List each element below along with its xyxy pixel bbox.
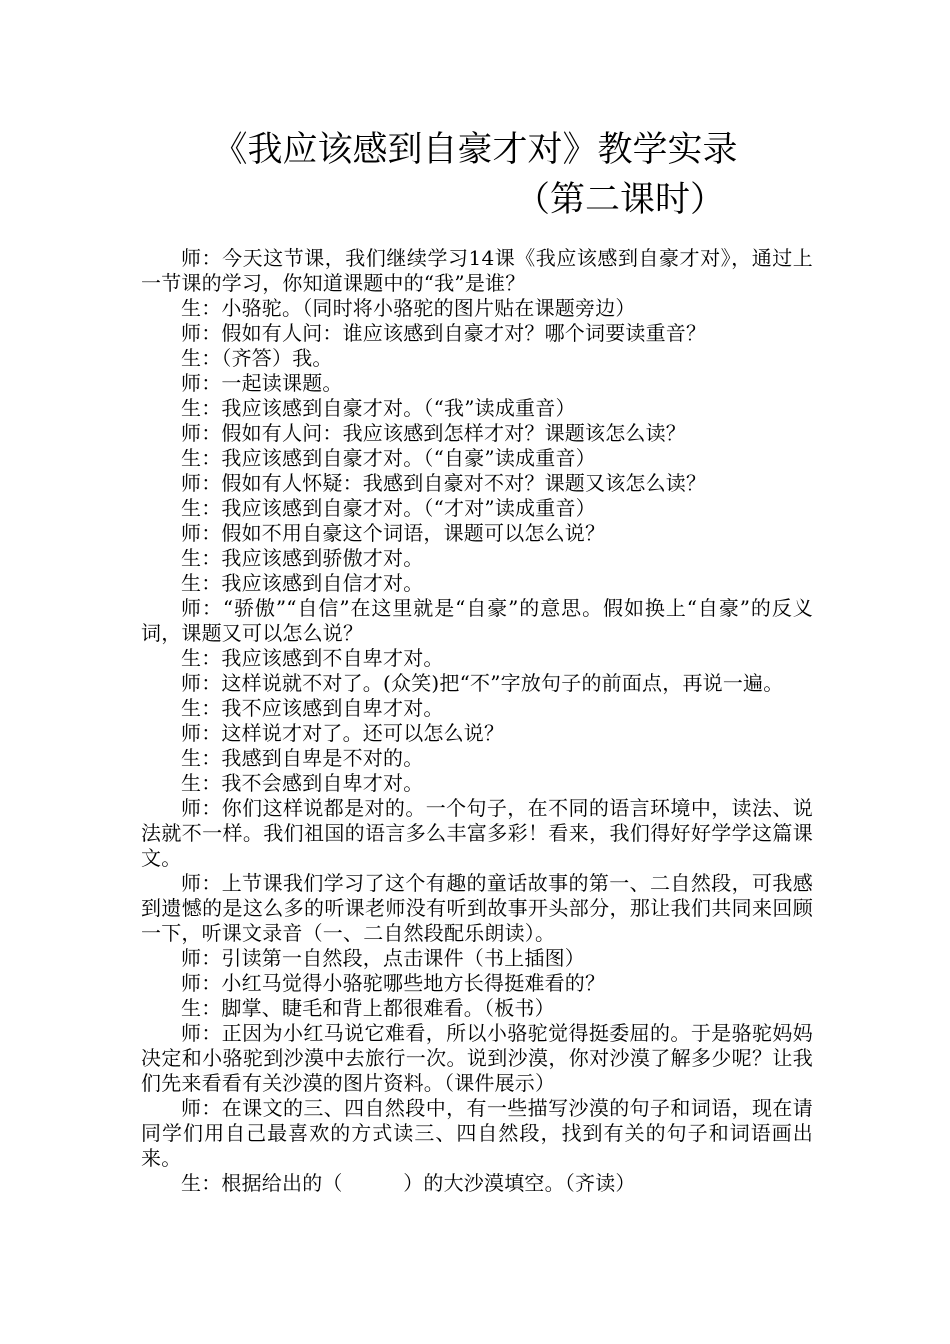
paragraph: 师：假如不用自豪这个词语，课题可以怎么说？ [181,521,606,545]
document-subtitle: （第二课时） [515,180,726,220]
paragraph: 师：上节课我们学习了这个有趣的童话故事的第一、二自然段，可我感到遗憾的是这么多的听课老师没有听到故事开头部分，那让我们共同来回顾一下，听课文录音（一、二自然段配乐朗读）。 [141,871,813,945]
document-title: 《我应该感到自豪才对》教学实录 [212,130,738,170]
paragraph: 师：在课文的三、四自然段中，有一些描写沙漠的句子和词语，现在请同学们用自己最喜欢的方式读三、四自然段，找到有关的句子和词语画出来。 [141,1096,813,1170]
paragraph: 生：我不会感到自卑才对。 [181,771,424,795]
paragraph: 师：假如有人怀疑：我感到自豪对不对？课题又该怎么读？ [181,471,707,495]
paragraph: 生：我应该感到不自卑才对。 [181,646,444,670]
paragraph: 师：小红马觉得小骆驼哪些地方长得挺难看的？ [181,971,606,995]
paragraph: 生：我不应该感到自卑才对。 [181,696,444,720]
paragraph: 师：正因为小红马说它难看，所以小骆驼觉得挺委屈的。于是骆驼妈妈决定和小骆驼到沙漠中去旅行一次。说到沙漠，你对沙漠了解多少呢？让我们先来看看有关沙漠的图片资料。（课件展示） [141,1021,813,1095]
paragraph: 师：假如有人问：谁应该感到自豪才对？哪个词要读重音？ [181,321,707,345]
paragraph: 师：这样说才对了。还可以怎么说？ [181,721,505,745]
paragraph: 师：引读第一自然段，点击课件（书上插图） [181,946,585,970]
paragraph: 生：（齐答）我。 [181,346,333,370]
paragraph: 师：今天这节课，我们继续学习14课《我应该感到自豪才对》，通过上一节课的学习，你知道课题中的“我”是谁？ [141,246,813,295]
paragraph: 生：我感到自卑是不对的。 [181,746,424,770]
paragraph: 生：脚掌、睫毛和背上都很难看。（板书） [181,996,555,1020]
paragraph: 师：假如有人问：我应该感到怎样才对？课题该怎么读？ [181,421,686,445]
document-body [141,246,813,1196]
paragraph: 师：“骄傲”“自信”在这里就是“自豪”的意思。假如换上“自豪”的反义词，课题又可以怎么说？ [141,596,813,645]
paragraph: 师：一起读课题。 [181,371,343,395]
paragraph: 师：你们这样说都是对的。一个句子，在不同的语言环境中，读法、说法就不一样。我们祖国的语言多么丰富多彩！看来，我们得好好学学这篇课文。 [141,796,813,870]
paragraph: 生：小骆驼。（同时将小骆驼的图片贴在课题旁边） [181,296,636,320]
paragraph: 生：我应该感到自豪才对。（“自豪”读成重音） [181,446,596,470]
paragraph: 生：我应该感到自豪才对。（“我”读成重音） [181,396,576,420]
paragraph: 生：我应该感到自豪才对。（“才对”读成重音） [181,496,596,520]
paragraph: 师：这样说就不对了。(众笑)把“不”字放句子的前面点，再说一遍。 [181,671,784,695]
paragraph: 生：我应该感到自信才对。 [181,571,424,595]
paragraph: 生：根据给出的（ ）的大沙漠填空。（齐读） [181,1171,636,1195]
paragraph: 生：我应该感到骄傲才对。 [181,546,424,570]
